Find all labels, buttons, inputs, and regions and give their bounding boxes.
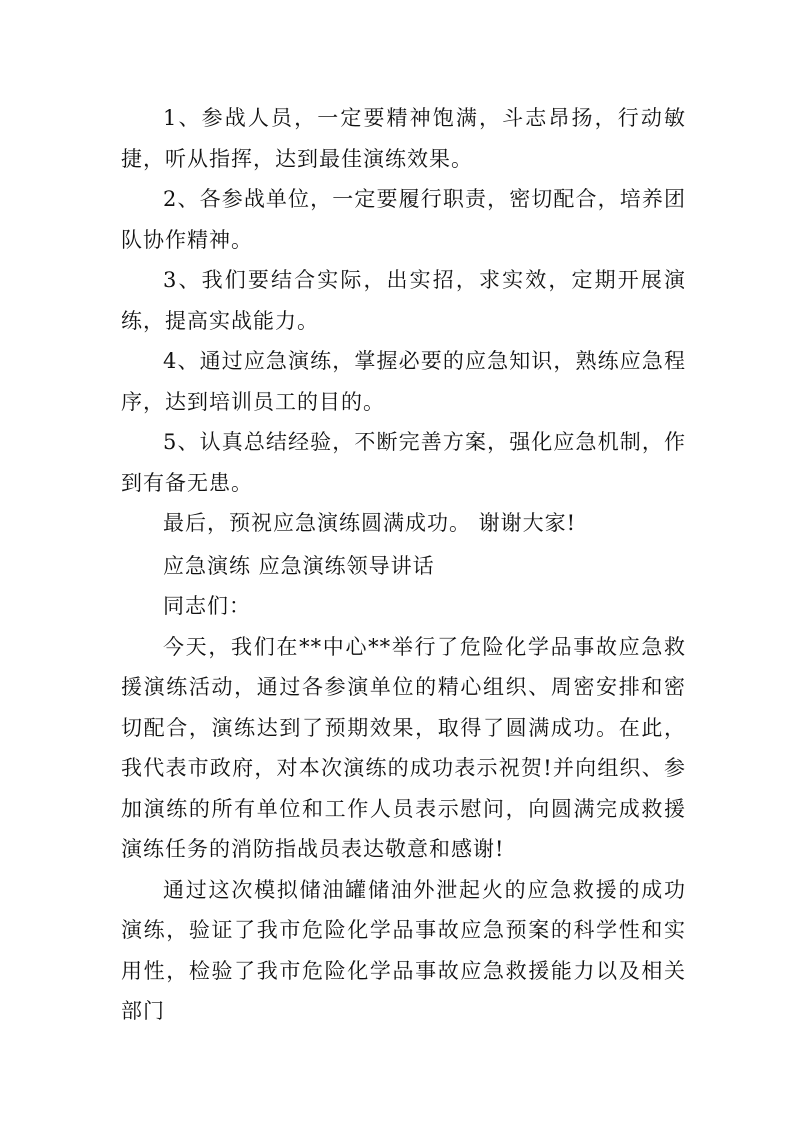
paragraph-item-4: 4、通过应急演练，掌握必要的应急知识，熟练应急程序，达到培训员工的目的。 [121,349,686,414]
paragraph-item-2: 2、各参战单位，一定要履行职责，密切配合，培养团队协作精神。 [121,187,686,252]
paragraph-item-1: 1、参战人员，一定要精神饱满，斗志昂扬，行动敏捷，听从指挥，达到最佳演练效果。 [121,106,686,171]
closing-wish: 最后，预祝应急演练圆满成功。 谢谢大家! [163,511,577,535]
body-paragraph-2: 通过这次模拟储油罐储油外泄起火的应急救援的成功演练，验证了我市危险化学品事故应急预案的科学性和实用性，检验了我市危险化学品事故应急救援能力以及相关部门 [121,877,686,1023]
body-paragraph-1: 今天，我们在**中心**举行了危险化学品事故应急救援演练活动，通过各参演单位的精心组织、周密安排和密切配合，演练达到了预期效果，取得了圆满成功。在此，我代表市政府，对本次演练的成功表示祝贺!并向组织、参加演练的所有单位和工作人员表示慰问，向圆满完成救援演练任务的消防指战员表达敬意和感谢! [121,634,686,861]
salutation: 同志们： [163,594,251,618]
paragraph-item-3: 3、我们要结合实际，出实招，求实效，定期开展演练，提高实战能力。 [121,268,686,333]
paragraph-item-5: 5、认真总结经验，不断完善方案，强化应急机制，作到有备无患。 [121,430,686,495]
document-content [121,98,686,1032]
section-title: 应急演练 应急演练领导讲话 [163,553,435,578]
